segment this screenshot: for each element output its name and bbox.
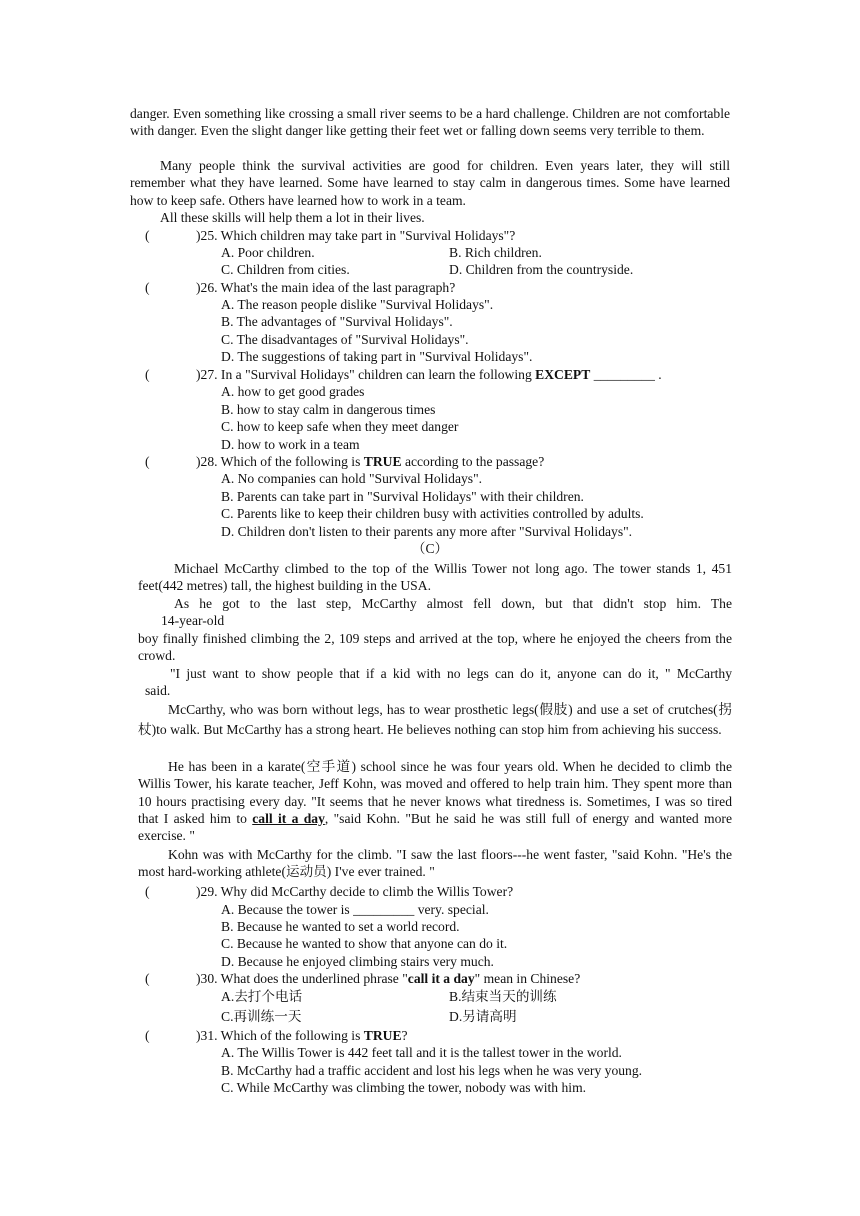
- passage-c-paragraph-3-line-2: said.: [145, 683, 171, 698]
- q31-option-b: B. McCarthy had a traffic accident and lost his legs when he was very young.: [221, 1063, 643, 1078]
- question-30-phrase: call it a day: [407, 971, 475, 986]
- q28-option-c: C. Parents like to keep their children busy with activities controlled by adults.: [221, 506, 644, 521]
- q25-option-a: A. Poor children.: [221, 245, 315, 260]
- passage-c-paragraph-5-text: He has been in a karate(空手道) school since he was four years old. When he decided to climb the Willis Tower, his karate teacher, Jeff Kohn, was moved and offered to help train him. They spent more than 10 hours practising every day. "It seems that he never knows what tiredness is. Sometimes, I was so tired that I asked him to: [138, 759, 732, 826]
- q30-option-c: C.再训练一天: [221, 1009, 302, 1024]
- q29-option-a: A. Because the tower is _________ very. special.: [221, 902, 489, 917]
- answer-blank-26: (: [145, 280, 150, 295]
- q29-option-d: D. Because he enjoyed climbing stairs very much.: [221, 954, 494, 969]
- question-30-text: )30. What does the underlined phrase ": [196, 971, 408, 986]
- q31-option-c: C. While McCarthy was climbing the tower, nobody was with him.: [221, 1080, 587, 1095]
- question-27: [196, 366, 662, 383]
- question-25: )25. Which children may take part in "Survival Holidays"?: [196, 228, 516, 243]
- passage-b-paragraph-2: All these skills will help them a lot in their lives.: [160, 210, 425, 225]
- question-28: [196, 453, 544, 470]
- q29-option-b: B. Because he wanted to set a world record.: [221, 919, 460, 934]
- passage-c-paragraph-6: Kohn was with McCarthy for the climb. "I saw the last floors---he went faster, "said Kohn. "He's the most hard-working athlete(运动员) I've ever trained. ": [138, 847, 732, 880]
- question-29: )29. Why did McCarthy decide to climb the Willis Tower?: [196, 884, 514, 899]
- q31-option-a: A. The Willis Tower is 442 feet tall and it is the tallest tower in the world.: [221, 1045, 622, 1060]
- question-28-text-end: according to the passage?: [401, 454, 545, 469]
- q26-option-d: D. The suggestions of taking part in "Survival Holidays".: [221, 349, 533, 364]
- question-27-blank: _________ .: [590, 367, 662, 382]
- question-28-text: )28. Which of the following is: [196, 454, 364, 469]
- answer-blank-28: (: [145, 454, 150, 469]
- answer-blank-29: (: [145, 884, 150, 899]
- passage-c-paragraph-2-line-2: 14-year-old: [161, 613, 225, 628]
- question-30-text-end: " mean in Chinese?: [474, 971, 581, 986]
- passage-c-paragraph-3-line-1: "I just want to show people that if a kid with no legs can do it, anyone can do it, " McCarthy: [170, 666, 732, 681]
- q26-option-c: C. The disadvantages of "Survival Holidays".: [221, 332, 469, 347]
- q25-option-d: D. Children from the countryside.: [449, 262, 634, 277]
- q25-option-b: B. Rich children.: [449, 245, 542, 260]
- q28-option-a: A. No companies can hold "Survival Holidays".: [221, 471, 483, 486]
- answer-blank-31: (: [145, 1028, 150, 1043]
- question-31-keyword: TRUE: [363, 1028, 402, 1043]
- passage-c-paragraph-4: McCarthy, who was born without legs, has to wear prosthetic legs(假肢) and use a set of crutches(拐杖)to walk. But McCarthy has a strong heart. He believes nothing can stop him from achieving his success.: [138, 702, 732, 737]
- q30-option-a: A.去打个电话: [221, 989, 303, 1004]
- underlined-phrase: call it a day: [252, 810, 325, 826]
- passage-b-paragraph-1: Many people think the survival activities are good for children. Even years later, they will still remember what they have learned. Some have learned to stay calm in dangerous times. Some have learned how to keep safe. Others have learned how to work in a team.: [130, 158, 730, 208]
- q28-option-d: D. Children don't listen to their parents any more after "Survival Holidays".: [221, 524, 633, 539]
- question-31-text-end: ?: [401, 1028, 408, 1043]
- question-26: )26. What's the main idea of the last paragraph?: [196, 280, 456, 295]
- passage-c-paragraph-5-end: , "said Kohn. "But he said he was still full of energy and wanted more exercise. ": [138, 810, 732, 844]
- q26-option-b: B. The advantages of "Survival Holidays".: [221, 314, 453, 329]
- answer-blank-27: (: [145, 367, 150, 382]
- question-27-text: )27. In a "Survival Holidays" children can learn the following: [196, 367, 536, 382]
- question-31: [196, 1027, 408, 1044]
- passage-c-paragraph-2-line-3: boy finally finished climbing the 2, 109 steps and arrived at the top, where he enjoyed the cheers from the crowd.: [138, 631, 732, 664]
- passage-c-paragraph-2-line-1: As he got to the last step, McCarthy almost fell down, but that didn't stop him. The: [174, 596, 732, 611]
- question-28-keyword: TRUE: [363, 454, 402, 469]
- question-31-text: )31. Which of the following is: [196, 1028, 364, 1043]
- answer-blank-25: (: [145, 228, 150, 243]
- q25-option-c: C. Children from cities.: [221, 262, 350, 277]
- q28-option-b: B. Parents can take part in "Survival Holidays" with their children.: [221, 489, 584, 504]
- q30-option-b: B.结束当天的训练: [449, 989, 557, 1004]
- q29-option-c: C. Because he wanted to show that anyone can do it.: [221, 936, 508, 951]
- q30-option-d: D.另请高明: [449, 1009, 517, 1024]
- q27-option-c: C. how to keep safe when they meet danger: [221, 419, 459, 434]
- passage-c-heading: （C）: [411, 541, 449, 556]
- q26-option-a: A. The reason people dislike "Survival Holidays".: [221, 297, 494, 312]
- q27-option-a: A. how to get good grades: [221, 384, 365, 399]
- question-30: [196, 970, 580, 987]
- answer-blank-30: (: [145, 971, 150, 986]
- q27-option-b: B. how to stay calm in dangerous times: [221, 402, 436, 417]
- passage-c-paragraph-5: [138, 758, 732, 844]
- passage-b-paragraph-0: danger. Even something like crossing a small river seems to be a hard challenge. Children are not comfortable with danger. Even the slight danger like getting their feet wet or falling down seems very terrible to them.: [130, 106, 730, 139]
- passage-c-paragraph-1: Michael McCarthy climbed to the top of the Willis Tower not long ago. The tower stands 1, 451 feet(442 metres) tall, the highest building in the USA.: [138, 561, 732, 594]
- q27-option-d: D. how to work in a team: [221, 437, 360, 452]
- question-27-keyword: EXCEPT: [535, 367, 591, 382]
